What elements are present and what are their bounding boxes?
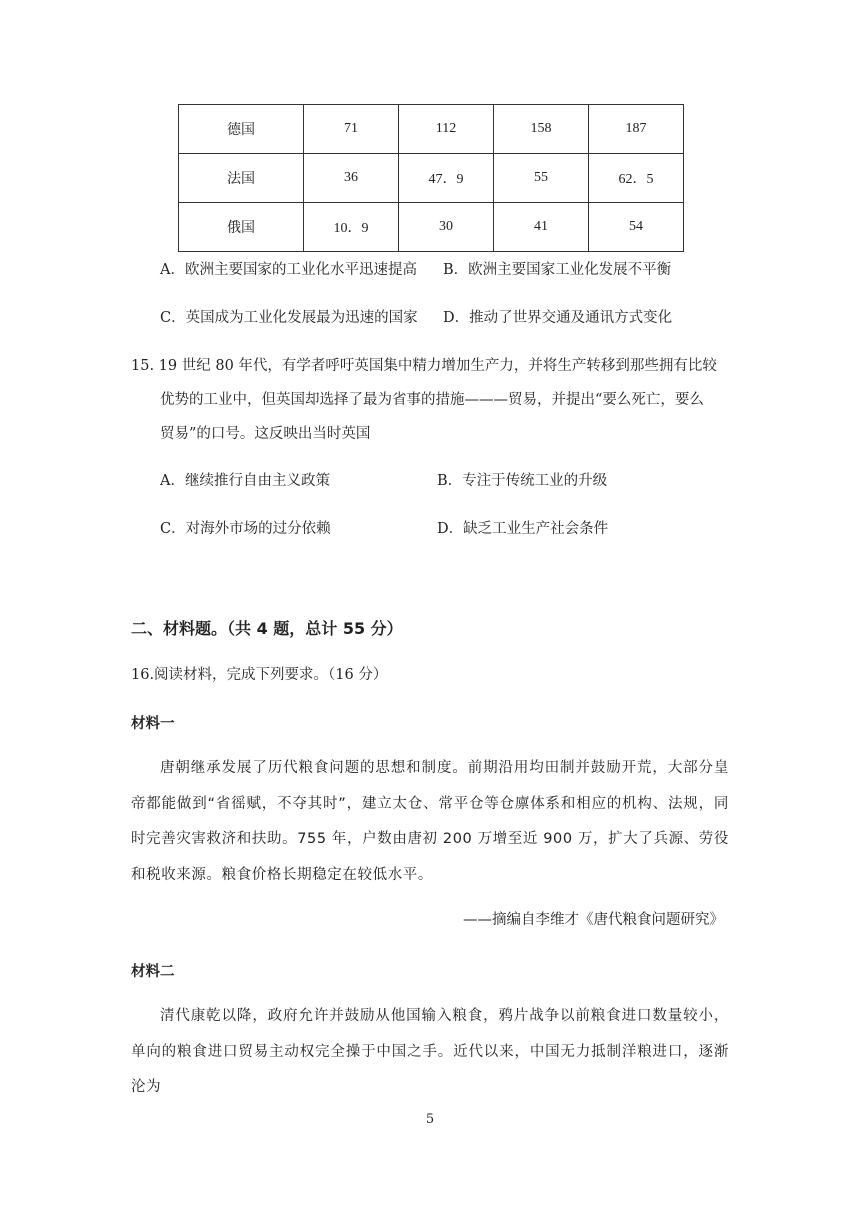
material-2-label: 材料二 [131,964,175,980]
q14-option-d: D．推动了世界交通及通讯方式变化 [443,310,673,326]
table-cell: 47．9 [399,154,494,203]
table-cell: 30 [399,203,494,252]
table-cell: 10．9 [304,203,399,252]
table-cell: 54 [589,203,684,252]
q14-option-a: A．欧洲主要国家的工业化水平迅速提高 [160,262,417,278]
table-cell: 158 [494,105,589,154]
table-cell: 36 [304,154,399,203]
q16-stem: 16.阅读材料，完成下列要求。（16 分） [131,667,388,683]
table-cell: 55 [494,154,589,203]
q15-stem-line-1: 15. 19 世纪 80 年代，有学者呼吁英国集中精力增加生产力，并将生产转移到那些拥有比较 [131,358,717,374]
industrial-output-table [178,104,684,252]
q14-option-b: B．欧洲主要国家工业化发展不平衡 [443,262,672,278]
material-2-text: 清代康乾以降，政府允许并鼓励从他国输入粮食，鸦片战争以前粮食进口数量较小，单向的粮食进口贸易主动权完全操于中国之手。近代以来，中国无力抵制洋粮进口，逐渐沦为 [131,1008,729,1095]
table-row-label: 法国 [179,154,304,203]
table-cell: 187 [589,105,684,154]
q15-option-b: B．专注于传统工业的升级 [437,473,608,489]
table-cell: 41 [494,203,589,252]
page-number: 5 [425,1112,435,1127]
material-1-text: 唐朝继承发展了历代粮食问题的思想和制度。前期沿用均田制并鼓励开荒，大部分皇帝都能做到“省徭赋，不夺其时”，建立太仓、常平仓等仓廪体系和相应的机构、法规，同时完善灾害救济和扶助。755 年，户数由唐初 200 万增至近 900 万，扩大了兵源、劳役和税收来源。粮食价格长期稳定在较低水平。 [131,760,729,883]
table-row [179,154,684,203]
table-row-label: 德国 [179,105,304,154]
q15-option-a: A．继续推行自由主义政策 [160,473,330,489]
table-cell: 71 [304,105,399,154]
table-cell: 112 [399,105,494,154]
q15-stem-line-2: 优势的工业中，但英国却选择了最为省事的措施———贸易，并提出“要么死亡，要么 [160,392,704,408]
q15-option-d: D．缺乏工业生产社会条件 [437,521,609,537]
table-row [179,105,684,154]
material-1-label: 材料一 [131,716,175,732]
material-1-source: ——摘编自李维才《唐代粮食问题研究》 [463,912,724,928]
q15-option-c: C．对海外市场的过分依赖 [160,521,331,537]
section-title: 二、材料题。（共 4 题，总计 55 分） [131,619,403,638]
table-cell: 62．5 [589,154,684,203]
q15-stem-line-3: 贸易”的口号。这反映出当时英国 [160,426,371,442]
q14-option-c: C．英国成为工业化发展最为迅速的国家 [160,310,418,326]
table-row-label: 俄国 [179,203,304,252]
table-row [179,203,684,252]
